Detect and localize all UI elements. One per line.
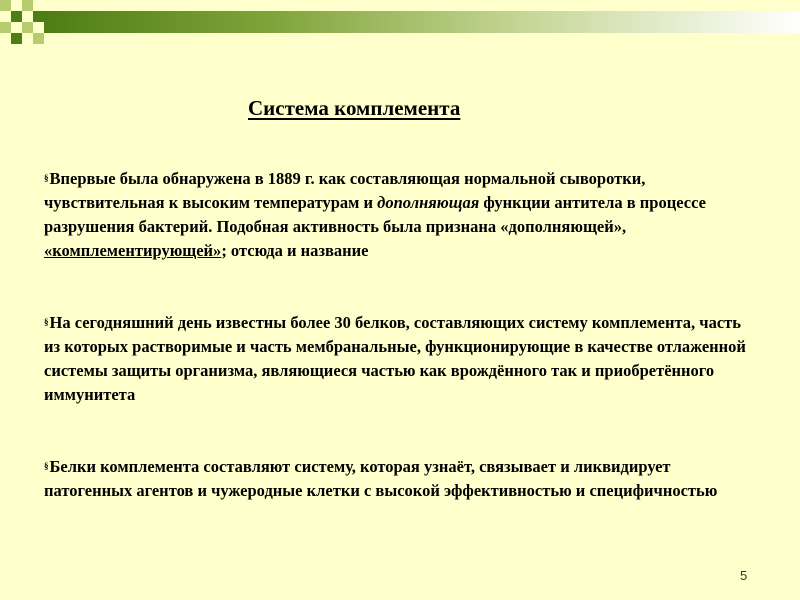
paragraph-text: Впервые была обнаружена в 1889 г. как составляющая нормальной сыворотки, чувствительная к высоким температурам и: [44, 169, 646, 212]
decor-square: [33, 33, 44, 44]
decorative-header: [0, 0, 800, 45]
decor-square: [33, 11, 44, 22]
bullet-icon: §: [44, 461, 49, 471]
paragraph-function: [44, 454, 754, 503]
paragraph-text: Белки комплемента составляют систему, которая узнаёт, связывает и ликвидирует патогенных агентов и чужеродные клетки с высокой эффективностью и специфичностью: [44, 457, 718, 500]
decor-square: [22, 22, 33, 33]
header-gradient-band: [44, 11, 800, 33]
bullet-icon: §: [44, 173, 49, 183]
decor-square: [22, 0, 33, 11]
underlined-term: «комплементирующей»: [44, 241, 222, 260]
emphasis-text: дополняющая: [377, 193, 480, 212]
decor-square: [0, 22, 11, 33]
paragraph-proteins: [44, 310, 754, 407]
decor-square: [11, 11, 22, 22]
page-number: 5: [740, 568, 748, 583]
slide-title: Система комплемента: [248, 96, 461, 120]
paragraph-text: На сегодняшний день известны более 30 белков, составляющих систему комплемента, часть из которых растворимые и часть мембранальные, функционирующие в качестве отлаженной системы защиты организма, являющиеся частью как врождённого так и приобретённого иммунитета: [44, 313, 746, 404]
paragraph-text: ; отсюда и название: [221, 241, 369, 260]
paragraph-text: функции антитела в процессе разрушения бактерий. Подобная активность была признана «дополняющей»,: [44, 193, 706, 236]
bullet-icon: §: [44, 317, 49, 327]
paragraph-discovery: [44, 166, 754, 263]
decor-square: [0, 0, 11, 11]
decor-square: [11, 33, 22, 44]
